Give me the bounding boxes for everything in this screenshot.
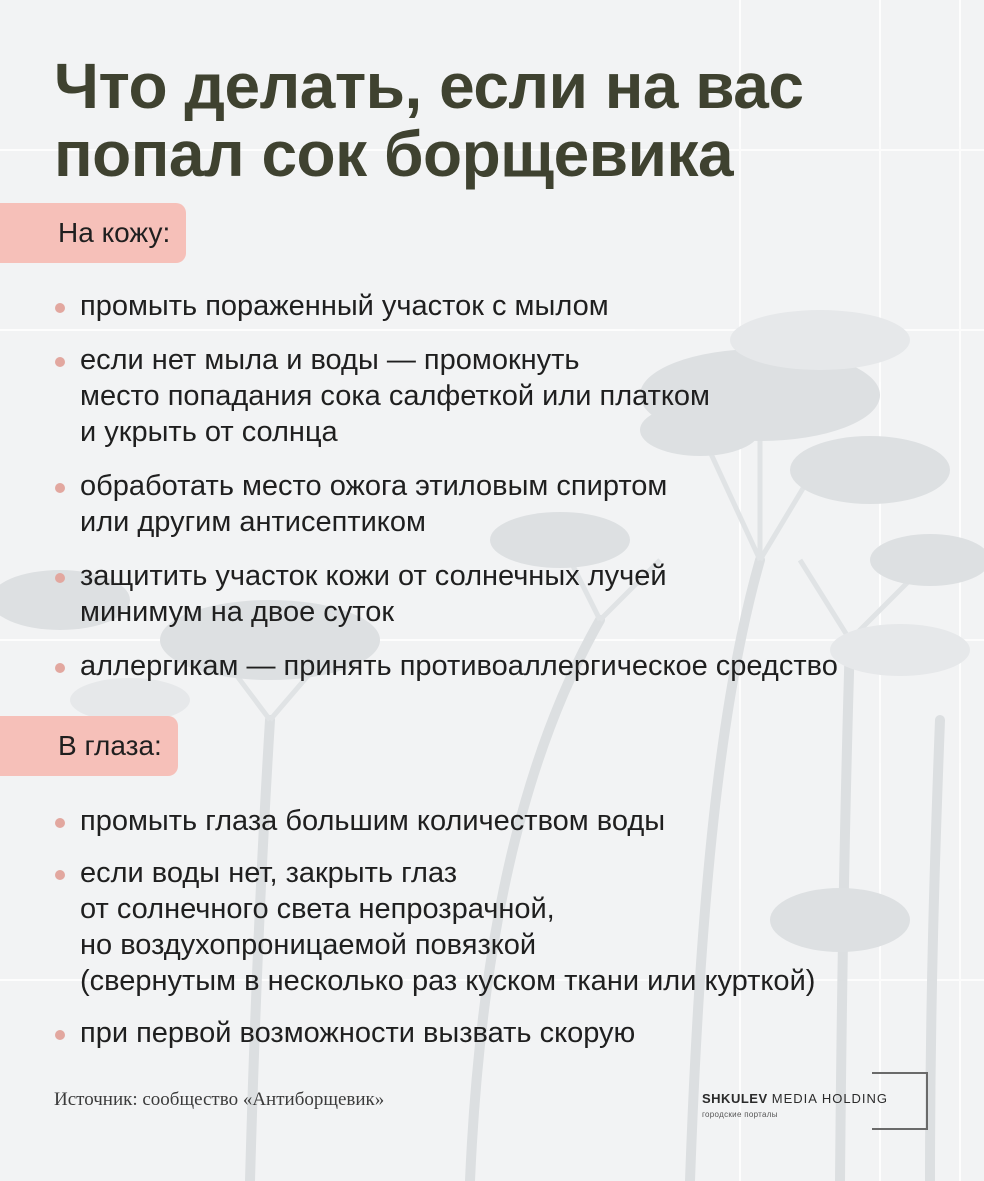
skin-instructions-list (54, 288, 974, 702)
bullet-dot-icon (55, 818, 65, 828)
title-line-2: попал сок борщевика (54, 118, 734, 190)
bullet-dot-icon (55, 573, 65, 583)
list-item (54, 648, 974, 684)
bullet-dot-icon (55, 357, 65, 367)
list-item-text: промыть глаза большим количеством воды (80, 805, 666, 837)
list-item-text: защитить участок кожи от солнечных лучей минимум на двое суток (80, 560, 667, 628)
list-item-text: если нет мыла и воды — промокнуть место попадания сока салфеткой или платком и укрыть от солнца (80, 344, 710, 448)
list-item (54, 342, 974, 450)
list-item (54, 558, 974, 630)
bullet-dot-icon (55, 303, 65, 313)
logo-frame-icon (872, 1072, 928, 1130)
list-item-text: аллергикам — принять противоаллергическое средство (80, 650, 838, 682)
list-item-text: при первой возможности вызвать скорую (80, 1017, 636, 1049)
source-note: Источник: сообщество «Антиборщевик» (54, 1089, 385, 1110)
logo-brand-light: MEDIA HOLDING (771, 1091, 889, 1106)
list-item (54, 288, 974, 324)
bullet-dot-icon (55, 663, 65, 673)
bullet-dot-icon (55, 1030, 65, 1040)
bullet-dot-icon (55, 483, 65, 493)
list-item (54, 803, 974, 839)
bullet-dot-icon (55, 870, 65, 880)
list-item-text: промыть пораженный участок с мылом (80, 290, 609, 322)
eyes-instructions-list (54, 803, 974, 1067)
section-label-skin: На кожу: (0, 203, 186, 263)
publisher-logo (702, 1072, 932, 1128)
page-title (54, 52, 954, 188)
list-item-text: обработать место ожога этиловым спиртом или другим антисептиком (80, 470, 668, 538)
title-line-1: Что делать, если на вас (54, 50, 804, 122)
list-item (54, 855, 974, 999)
section-label-eyes: В глаза: (0, 716, 178, 776)
logo-subtitle: городские порталы (702, 1110, 778, 1119)
list-item (54, 468, 974, 540)
logo-brand-text (702, 1091, 888, 1106)
list-item (54, 1015, 974, 1051)
list-item-text: если воды нет, закрыть глаз от солнечного света непрозрачной, но воздухопроницаемой повязкой (свернутым в несколько раз куском ткани или курткой) (80, 857, 816, 997)
logo-brand-bold: SHKULEV (702, 1091, 768, 1106)
